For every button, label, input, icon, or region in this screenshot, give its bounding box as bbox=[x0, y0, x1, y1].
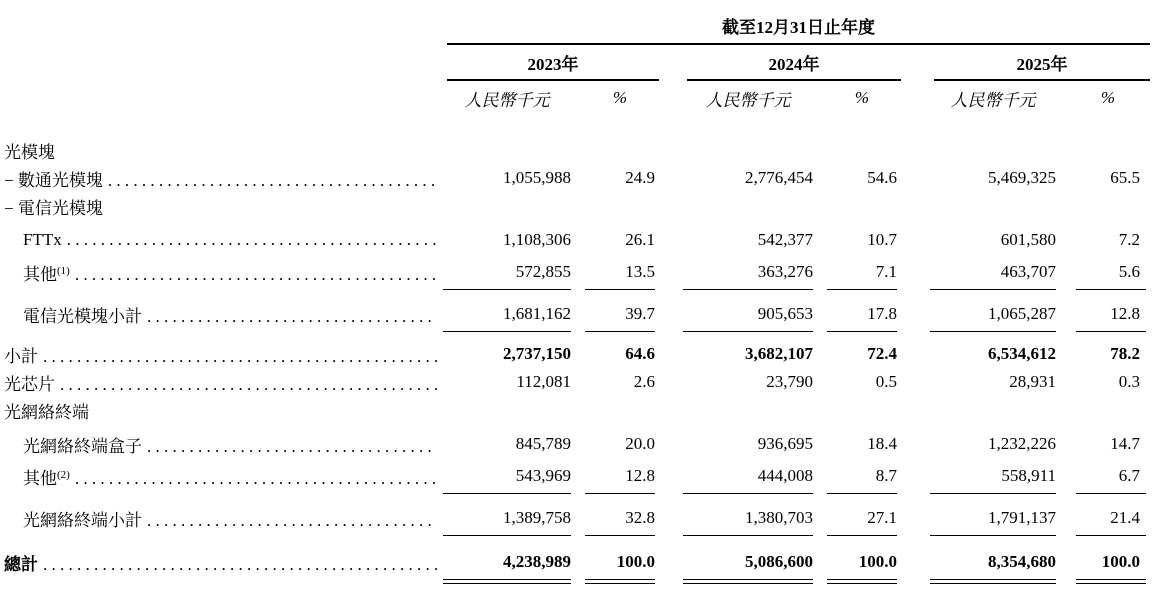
column-spacer bbox=[897, 458, 930, 494]
row-label: − 電信光模塊 bbox=[4, 198, 103, 218]
column-spacer bbox=[655, 226, 683, 254]
percent-cell bbox=[827, 192, 897, 220]
percent-cell bbox=[827, 136, 897, 164]
percent-cell: 54.6 bbox=[867, 168, 897, 187]
year-group-1 bbox=[443, 226, 655, 254]
value-cell: 2,737,150 bbox=[503, 344, 571, 363]
column-spacer bbox=[655, 192, 683, 220]
value-cell: 1,108,306 bbox=[503, 230, 571, 249]
value-cell: 人民幣千元 bbox=[464, 90, 550, 110]
column-spacer bbox=[897, 368, 930, 396]
year-header-row bbox=[447, 45, 1150, 81]
revenue-breakdown-table bbox=[4, 6, 1152, 580]
year-group-1 bbox=[443, 340, 655, 368]
column-spacer bbox=[655, 296, 683, 332]
year-group-2 bbox=[683, 544, 897, 580]
value-cell: 23,790 bbox=[766, 372, 813, 391]
year-group-1 bbox=[443, 396, 655, 424]
value-cell: 112,081 bbox=[516, 372, 571, 391]
value-cell bbox=[930, 396, 1056, 424]
dot-leader bbox=[60, 375, 437, 395]
year-group-1 bbox=[443, 544, 655, 580]
column-spacer bbox=[655, 500, 683, 536]
column-spacer bbox=[655, 368, 683, 396]
year-group-2 bbox=[683, 226, 897, 254]
column-spacer bbox=[897, 192, 930, 220]
footnote-marker: (2) bbox=[57, 468, 70, 481]
row-label: 其他$^{(2)}$ bbox=[23, 468, 70, 488]
year-group-2 bbox=[683, 85, 897, 111]
dot-leader bbox=[147, 307, 437, 327]
percent-cell: 65.5 bbox=[1110, 168, 1140, 187]
year-group-2 bbox=[683, 500, 897, 536]
table-row bbox=[4, 430, 1152, 458]
row-label: FTTx bbox=[23, 230, 62, 249]
percent-cell: 6.7 bbox=[1076, 458, 1146, 494]
value-cell: 444,008 bbox=[683, 458, 813, 494]
table-row bbox=[4, 500, 1152, 536]
year-group-3 bbox=[930, 85, 1146, 111]
year-group-3 bbox=[930, 226, 1146, 254]
percent-cell: 2.6 bbox=[633, 372, 655, 391]
value-cell: 558,911 bbox=[930, 458, 1056, 494]
year-group-1 bbox=[443, 192, 655, 220]
row-label-cell bbox=[4, 368, 443, 396]
year-group-3 bbox=[930, 254, 1146, 290]
row-label: 光網絡終端小計 bbox=[23, 510, 142, 530]
table-row bbox=[4, 368, 1152, 396]
value-cell: 1,055,988 bbox=[503, 168, 571, 187]
column-spacer bbox=[897, 396, 930, 424]
column-spacer bbox=[655, 544, 683, 580]
row-label-cell bbox=[4, 430, 443, 458]
year-group-2 bbox=[683, 164, 897, 192]
row-label: 光網絡終端 bbox=[4, 402, 89, 422]
year-group-3 bbox=[930, 430, 1146, 458]
header-spacer bbox=[659, 49, 687, 81]
unit-header-row bbox=[4, 85, 1152, 111]
value-cell: 1,065,287 bbox=[930, 296, 1056, 332]
column-spacer bbox=[897, 164, 930, 192]
period-header: 截至12月31日止年度 bbox=[447, 6, 1150, 45]
row-label-cell bbox=[4, 85, 443, 111]
value-cell: 601,580 bbox=[1000, 230, 1056, 249]
table-body bbox=[4, 136, 1152, 580]
year-group-1 bbox=[443, 500, 655, 536]
value-cell: 2,776,454 bbox=[745, 168, 813, 187]
row-label-cell bbox=[4, 458, 443, 494]
percent-cell: 64.6 bbox=[625, 344, 655, 363]
percent-cell bbox=[1076, 192, 1146, 220]
column-spacer bbox=[897, 136, 930, 164]
column-spacer bbox=[655, 254, 683, 290]
year-group-2 bbox=[683, 340, 897, 368]
row-label-cell bbox=[4, 254, 443, 290]
year-group-1 bbox=[443, 368, 655, 396]
percent-cell: 100.0 bbox=[585, 544, 655, 580]
value-cell bbox=[930, 192, 1056, 220]
percent-cell: 72.4 bbox=[867, 344, 897, 363]
year-group-2 bbox=[683, 192, 897, 220]
column-spacer bbox=[655, 164, 683, 192]
column-spacer bbox=[655, 136, 683, 164]
row-label: − 數通光模塊 bbox=[4, 170, 103, 190]
year-group-3 bbox=[930, 544, 1146, 580]
value-cell: 5,469,325 bbox=[988, 168, 1056, 187]
percent-cell: 26.1 bbox=[625, 230, 655, 249]
value-cell bbox=[683, 136, 813, 164]
percent-cell bbox=[1076, 396, 1146, 424]
row-label-cell bbox=[4, 296, 443, 332]
column-spacer bbox=[897, 226, 930, 254]
column-spacer bbox=[897, 500, 930, 536]
percent-cell: 24.9 bbox=[625, 168, 655, 187]
row-label: 小計 bbox=[4, 346, 38, 366]
value-cell: 4,238,989 bbox=[443, 544, 571, 580]
year-group-1 bbox=[443, 136, 655, 164]
percent-cell: 39.7 bbox=[585, 296, 655, 332]
footnote-marker: (1) bbox=[57, 264, 70, 277]
percent-cell: 13.5 bbox=[585, 254, 655, 290]
column-spacer bbox=[655, 340, 683, 368]
value-cell: 1,791,137 bbox=[930, 500, 1056, 536]
dot-leader bbox=[147, 437, 437, 457]
row-label-cell bbox=[4, 500, 443, 536]
percent-cell: 7.1 bbox=[827, 254, 897, 290]
percent-cell: 78.2 bbox=[1110, 344, 1140, 363]
table-row bbox=[4, 340, 1152, 368]
percent-cell bbox=[585, 396, 655, 424]
year-group-3 bbox=[930, 296, 1146, 332]
column-spacer bbox=[655, 458, 683, 494]
column-spacer bbox=[897, 254, 930, 290]
value-cell: 936,695 bbox=[757, 434, 813, 453]
dot-leader bbox=[75, 265, 437, 285]
year-group-1 bbox=[443, 430, 655, 458]
row-label-cell bbox=[4, 136, 443, 164]
year-group-1 bbox=[443, 458, 655, 494]
row-label: 其他$^{(1)}$ bbox=[23, 264, 70, 284]
year-group-3 bbox=[930, 396, 1146, 424]
percent-cell: 20.0 bbox=[625, 434, 655, 453]
table-row bbox=[4, 226, 1152, 254]
value-cell: 人民幣千元 bbox=[705, 90, 791, 110]
year-group-2 bbox=[683, 296, 897, 332]
year-group-3 bbox=[930, 136, 1146, 164]
percent-cell bbox=[585, 192, 655, 220]
percent-cell: 27.1 bbox=[827, 500, 897, 536]
percent-cell: 7.2 bbox=[1118, 230, 1140, 249]
value-cell bbox=[443, 136, 571, 164]
percent-cell: 14.7 bbox=[1110, 434, 1140, 453]
percent-cell: 12.8 bbox=[1076, 296, 1146, 332]
row-label-cell bbox=[4, 340, 443, 368]
percent-cell: % bbox=[612, 88, 628, 107]
year-header: 2023年 bbox=[447, 49, 659, 81]
column-spacer bbox=[655, 430, 683, 458]
value-cell: 1,232,226 bbox=[988, 434, 1056, 453]
table-row bbox=[4, 254, 1152, 290]
percent-cell: % bbox=[854, 88, 870, 107]
value-cell: 8,354,680 bbox=[930, 544, 1056, 580]
row-label-cell bbox=[4, 226, 443, 254]
year-group-3 bbox=[930, 192, 1146, 220]
column-spacer bbox=[897, 296, 930, 332]
percent-cell: 5.6 bbox=[1076, 254, 1146, 290]
percent-cell: 17.8 bbox=[827, 296, 897, 332]
year-group-3 bbox=[930, 164, 1146, 192]
percent-cell: % bbox=[1100, 88, 1116, 107]
row-label-cell bbox=[4, 164, 443, 192]
year-group-2 bbox=[683, 254, 897, 290]
unit-header-row bbox=[4, 85, 1152, 111]
table-row bbox=[4, 192, 1152, 220]
value-cell bbox=[683, 192, 813, 220]
year-group-1 bbox=[443, 164, 655, 192]
dot-leader bbox=[147, 511, 437, 531]
row-label-cell bbox=[4, 396, 443, 424]
year-group-3 bbox=[930, 340, 1146, 368]
dot-leader bbox=[75, 469, 437, 489]
percent-cell: 100.0 bbox=[827, 544, 897, 580]
column-spacer bbox=[655, 85, 683, 111]
value-cell bbox=[443, 396, 571, 424]
year-group-1 bbox=[443, 254, 655, 290]
table-row bbox=[4, 164, 1152, 192]
value-cell: 363,276 bbox=[683, 254, 813, 290]
percent-cell: 100.0 bbox=[1076, 544, 1146, 580]
row-label: 總計 bbox=[4, 554, 38, 574]
year-header: 2024年 bbox=[687, 49, 901, 81]
table-row bbox=[4, 136, 1152, 164]
value-cell bbox=[443, 192, 571, 220]
value-cell: 543,969 bbox=[443, 458, 571, 494]
row-label-cell bbox=[4, 544, 443, 580]
table-row bbox=[4, 544, 1152, 580]
percent-cell bbox=[1076, 136, 1146, 164]
column-spacer bbox=[897, 544, 930, 580]
percent-cell: 12.8 bbox=[585, 458, 655, 494]
year-group-1 bbox=[443, 296, 655, 332]
value-cell: 人民幣千元 bbox=[950, 90, 1036, 110]
percent-cell bbox=[827, 396, 897, 424]
value-cell: 5,086,600 bbox=[683, 544, 813, 580]
table-row bbox=[4, 396, 1152, 424]
year-group-3 bbox=[930, 500, 1146, 536]
percent-cell: 32.8 bbox=[585, 500, 655, 536]
row-label: 光模塊 bbox=[4, 142, 55, 162]
column-spacer bbox=[655, 396, 683, 424]
value-cell: 1,681,162 bbox=[443, 296, 571, 332]
value-cell: 3,682,107 bbox=[745, 344, 813, 363]
value-cell: 1,380,703 bbox=[683, 500, 813, 536]
table-row bbox=[4, 458, 1152, 494]
year-group-2 bbox=[683, 136, 897, 164]
value-cell: 28,931 bbox=[1009, 372, 1056, 391]
percent-cell: 0.5 bbox=[875, 372, 897, 391]
table-row bbox=[4, 296, 1152, 332]
value-cell bbox=[683, 396, 813, 424]
value-cell: 6,534,612 bbox=[988, 344, 1056, 363]
percent-cell bbox=[585, 136, 655, 164]
column-spacer bbox=[897, 430, 930, 458]
value-cell: 542,377 bbox=[757, 230, 813, 249]
percent-cell: 0.3 bbox=[1118, 372, 1140, 391]
header-spacer bbox=[901, 49, 934, 81]
row-label-cell bbox=[4, 192, 443, 220]
dot-leader bbox=[108, 171, 437, 191]
value-cell bbox=[930, 136, 1056, 164]
percent-cell: 8.7 bbox=[827, 458, 897, 494]
year-group-3 bbox=[930, 458, 1146, 494]
percent-cell: 10.7 bbox=[867, 230, 897, 249]
year-group-3 bbox=[930, 368, 1146, 396]
row-label: 光網絡終端盒子 bbox=[23, 436, 142, 456]
dot-leader bbox=[67, 230, 437, 250]
year-group-2 bbox=[683, 368, 897, 396]
percent-cell: 21.4 bbox=[1076, 500, 1146, 536]
year-group-2 bbox=[683, 430, 897, 458]
column-spacer bbox=[897, 85, 930, 111]
row-label: 光芯片 bbox=[4, 374, 55, 394]
value-cell: 1,389,758 bbox=[443, 500, 571, 536]
value-cell: 905,653 bbox=[683, 296, 813, 332]
value-cell: 845,789 bbox=[515, 434, 571, 453]
year-group-2 bbox=[683, 396, 897, 424]
value-cell: 463,707 bbox=[930, 254, 1056, 290]
dot-leader bbox=[43, 347, 437, 367]
column-spacer bbox=[897, 340, 930, 368]
row-label: 電信光模塊小計 bbox=[23, 306, 142, 326]
percent-cell: 18.4 bbox=[867, 434, 897, 453]
dot-leader bbox=[43, 555, 437, 575]
year-group-2 bbox=[683, 458, 897, 494]
year-header: 2025年 bbox=[934, 49, 1150, 81]
value-cell: 572,855 bbox=[443, 254, 571, 290]
year-group-1 bbox=[443, 85, 655, 111]
